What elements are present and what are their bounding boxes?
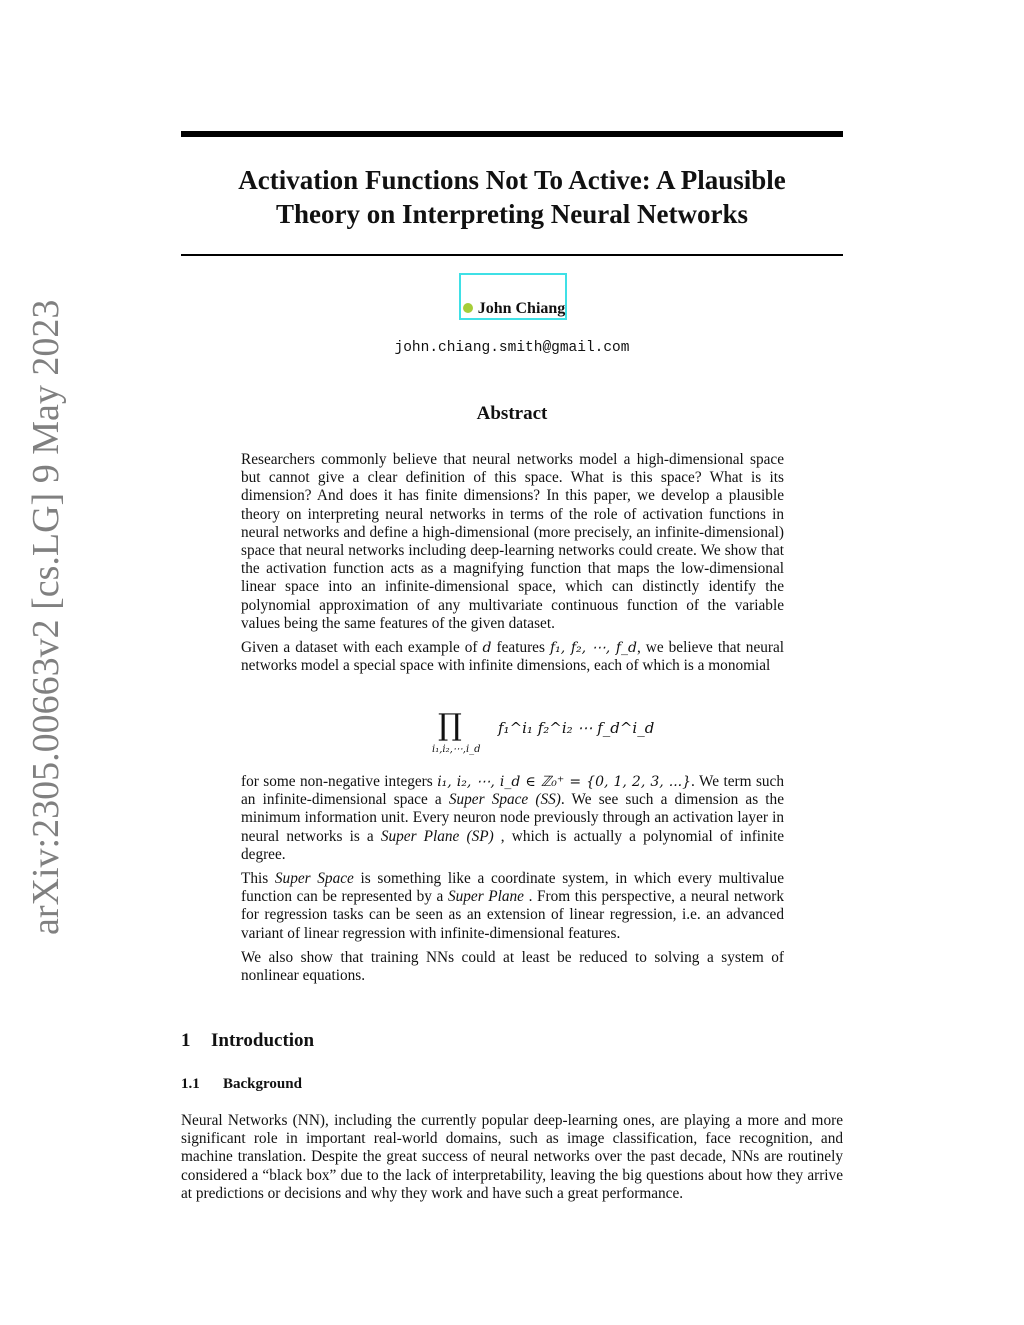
abstract-paragraph-3 xyxy=(241,773,784,864)
text-span: , which is actually a polynomial of infinite degree. xyxy=(241,827,784,863)
arxiv-identifier: arXiv:2305.00663v2 [cs.LG] 9 May 2023 xyxy=(25,299,67,935)
section-title: Introduction xyxy=(211,1030,315,1051)
author-name: John Chiang xyxy=(477,300,566,317)
math-d: d xyxy=(482,640,492,657)
abstract-bottom xyxy=(241,773,784,991)
subsection-heading-background xyxy=(181,1076,302,1093)
term-super-space: Super Space xyxy=(274,870,354,888)
text-span: . From this perspective, a neural network for regression tasks can be seen as an extension of linear regression, i.e. an advanced variant of linear regression with infinite-dimensional features. xyxy=(241,888,785,942)
product-symbol: ∏ xyxy=(438,708,462,743)
text-span: Given a dataset with each example of xyxy=(241,639,483,657)
author[interactable] xyxy=(459,300,569,318)
product-subscript: i₁,i₂,⋯,i_d xyxy=(432,744,481,755)
title-rule xyxy=(181,254,843,256)
text-span: , we believe that neural networks model a special space with infinite dimensions, each of which is a monomial xyxy=(241,639,785,675)
top-rule xyxy=(181,131,843,137)
title-line-1: Activation Functions Not To Active: A Plausible xyxy=(238,165,786,195)
text-span: is something like a coordinate system, in which every multivalue function can be represented by a xyxy=(241,870,784,906)
abstract-paragraph-2 xyxy=(241,639,784,675)
text-span: . We see such a dimension as the minimum information unit. Every neuron node previously through an activation layer in neural networks is a xyxy=(241,791,784,845)
paper-title xyxy=(181,163,843,231)
abstract-paragraph-1: Researchers commonly believe that neural networks model a high-dimensional space but cannot give a clear definition of this space. What is this space? What is its dimension? And does it has finite dimensions? In this paper, we develop a plausible theory on interpreting neural networks in terms of the role of activation functions in neural networks and define a high-dimensional (more precisely, an infinite-dimensional) space that neural networks including deep-learning networks could create. We show that the activation function acts as a magnifying function that maps the low-dimensional linear space into an infinite-dimensional space, which can distinctly identify the polynomial approximation of any multivariate continuous function of the variable values being the same features of the given dataset. xyxy=(241,451,784,632)
text-span: features xyxy=(491,639,550,657)
subsection-number: 1.1 xyxy=(181,1076,200,1092)
term-super-plane: Super Plane xyxy=(447,888,524,906)
subsection-title: Background xyxy=(223,1076,302,1092)
section-number: 1 xyxy=(181,1030,191,1051)
title-line-2: Theory on Interpreting Neural Networks xyxy=(276,199,748,229)
orcid-icon[interactable] xyxy=(463,303,473,313)
term-super-space: Super Space (SS) xyxy=(448,791,561,809)
math-indices: i₁, i₂, ⋯, i_d ∈ ℤ₀⁺ = {0, 1, 2, 3, ...} xyxy=(437,774,692,790)
term-super-plane: Super Plane (SP) xyxy=(380,827,494,845)
author-email: john.chiang.smith@gmail.com xyxy=(394,340,630,356)
abstract-paragraph-5: We also show that training NNs could at least be reduced to solving a system of nonlinear equations. xyxy=(241,948,784,985)
introduction-paragraph: Neural Networks (NN), including the currently popular deep-learning ones, are playing a more and more significant role in important real-world domains, such as image classification, face recognition, and machine translation. Despite the great success of neural networks over the past decade, NNs are routinely considered a “black box” due to the lack of interpretability, leaving the big questions about how they arrive at predictions or decisions and why they work and have such a great performance. xyxy=(181,1112,843,1202)
abstract-paragraph-4 xyxy=(241,870,784,943)
abstract-heading: Abstract xyxy=(476,403,548,424)
abstract-top xyxy=(241,451,784,681)
math-features: f₁, f₂, ⋯, f_d xyxy=(549,640,637,657)
monomial-expression: f₁^i₁ f₂^i₂ ⋯ f_d^i_d xyxy=(498,719,655,737)
text-span: for some non-negative integers xyxy=(241,773,438,790)
section-heading-introduction xyxy=(181,1030,314,1052)
text-span: . We term such an infinite-dimensional space a xyxy=(241,773,784,809)
text-span: This xyxy=(241,870,275,888)
